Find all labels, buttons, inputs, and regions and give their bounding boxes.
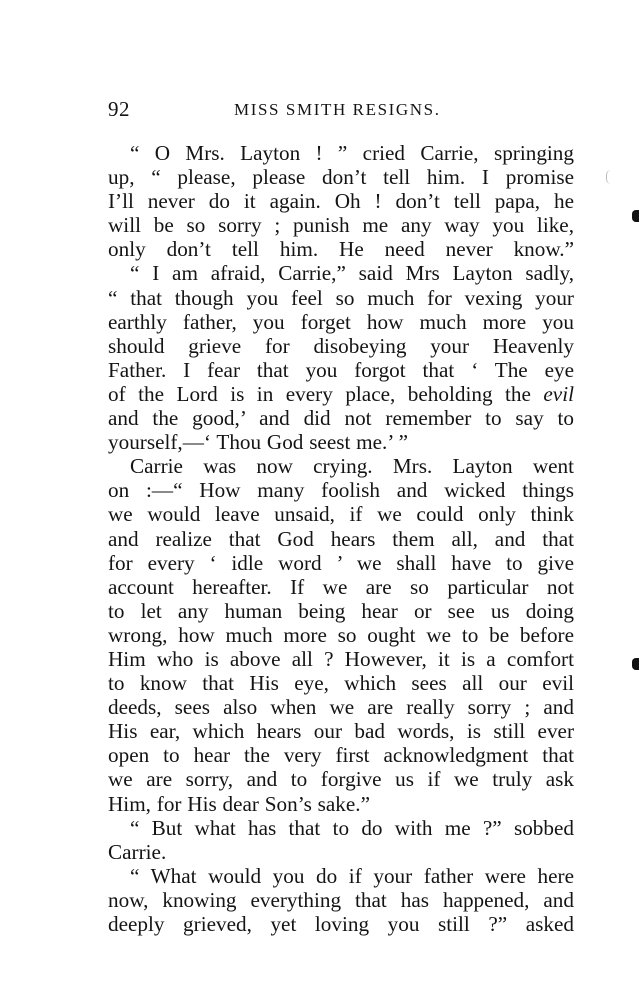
page-number: 92 xyxy=(108,97,130,121)
text-line: of the Lord is in every place, beholding the evil xyxy=(108,381,574,406)
text-line: earthly father, you forget how much more you xyxy=(108,309,574,334)
text-line: “ I am afraid, Carrie,” said Mrs Layton sadly, xyxy=(130,261,574,286)
italic-word: evil xyxy=(543,381,574,406)
text-line: and realize that God hears them all, and that xyxy=(108,526,574,551)
text-line: should grieve for disobeying your Heavenly xyxy=(108,333,574,358)
running-header xyxy=(108,97,574,127)
text-line: Father. I fear that you forgot that ‘ The eye xyxy=(108,357,574,382)
text-line: deeds, sees also when we are really sorry ; and xyxy=(108,695,574,720)
body-text xyxy=(108,141,574,936)
text-line: we would leave unsaid, if we could only think xyxy=(108,502,574,527)
text-line: on :—“ How many foolish and wicked things xyxy=(108,478,574,503)
text-line: “ What would you do if your father were here xyxy=(130,863,574,888)
text-line: His ear, which hears our bad words, is still ever xyxy=(108,719,574,744)
text-line: to know that His eye, which sees all our evil xyxy=(108,671,574,696)
text-line: “ O Mrs. Layton ! ” cried Carrie, springing xyxy=(130,141,574,165)
text-line: Carrie was now crying. Mrs. Layton went xyxy=(130,454,574,479)
paragraph-2 xyxy=(108,261,574,454)
text-line: “ But what has that to do with me ?” sobbed xyxy=(130,815,574,840)
text-line: wrong, how much more so ought we to be before xyxy=(108,622,574,647)
text-line: Him, for His dear Son’s sake.” xyxy=(108,791,370,816)
text-line: and the good,’ and did not remember to say to xyxy=(108,406,574,431)
text-line: “ that though you feel so much for vexing your xyxy=(108,285,574,310)
text-line: I’ll never do it again. Oh ! don’t tell papa, he xyxy=(108,189,574,214)
page-edge-mark xyxy=(632,658,639,670)
text-line: up, “ please, please don’t tell him. I promise xyxy=(108,165,574,190)
text-line: we are sorry, and to forgive us if we truly ask xyxy=(108,767,574,792)
running-title: MISS SMITH RESIGNS. xyxy=(234,100,441,119)
text-line: now, knowing everything that has happened, and xyxy=(108,887,574,912)
text-line: yourself,—‘ Thou God seest me.’ ” xyxy=(108,430,409,455)
text-line: deeply grieved, yet loving you still ?” asked xyxy=(108,912,574,936)
margin-mark xyxy=(606,170,611,184)
text-line: account hereafter. If we are so particular not xyxy=(108,574,574,599)
text-line: will be so sorry ; punish me any way you like, xyxy=(108,213,574,238)
text-line: for every ‘ idle word ’ we shall have to give xyxy=(108,550,574,575)
text-line: only don’t tell him. He need never know.” xyxy=(108,237,574,262)
paragraph-4 xyxy=(108,816,574,864)
paragraph-3 xyxy=(108,454,574,815)
text-line: Carrie. xyxy=(108,839,167,864)
page-edge-mark xyxy=(632,210,639,222)
text-line: open to hear the very first acknowledgment that xyxy=(108,743,574,768)
paragraph-5 xyxy=(108,864,574,936)
paragraph-1 xyxy=(108,141,574,261)
text-line: to let any human being hear or see us doing xyxy=(108,598,574,623)
text-line: Him who is above all ? However, it is a comfort xyxy=(108,646,574,671)
